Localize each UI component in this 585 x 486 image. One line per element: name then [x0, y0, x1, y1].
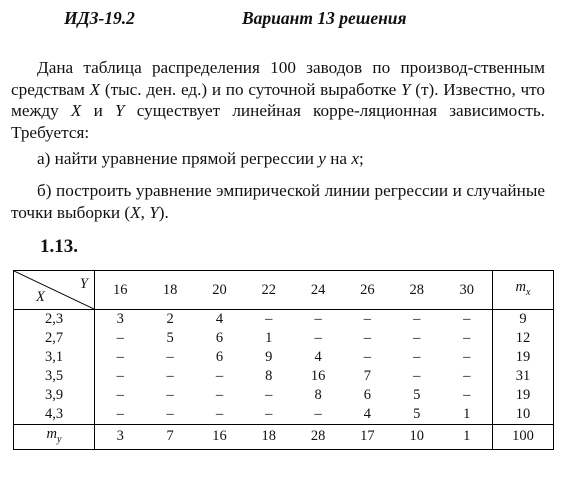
x-value-cell: 2,3: [14, 310, 95, 330]
y-value-header: 18: [146, 271, 195, 310]
mx-header: [493, 271, 554, 310]
frequency-cell: –: [116, 330, 124, 346]
y-value-header: 20: [195, 271, 244, 310]
my-value-cell: 3: [95, 425, 146, 450]
x-value-cell: 3,1: [14, 348, 95, 367]
frequency-cell: –: [463, 349, 471, 365]
x-value-cell: 4,3: [14, 405, 95, 425]
frequency-cell: –: [363, 330, 372, 346]
frequency-cell: 5: [413, 406, 421, 422]
task-a: а) найти уравнение прямой регрессии y на x;: [37, 149, 364, 168]
frequency-cell: –: [413, 330, 421, 346]
task-number: 1.13.: [40, 236, 78, 257]
y-axis-label: Y: [79, 276, 88, 292]
frequency-cell: 9: [265, 349, 273, 365]
y-value-header: 30: [441, 271, 492, 310]
frequency-cell: 2: [166, 311, 174, 327]
frequency-cell: –: [363, 311, 372, 327]
mx-cell: 31: [493, 367, 554, 386]
y-value-header: 24: [293, 271, 342, 310]
frequency-cell: –: [463, 330, 471, 346]
frequency-cell: 6: [215, 349, 224, 365]
my-value-cell: 18: [244, 425, 293, 450]
my-subscript: y: [57, 433, 62, 445]
frequency-cell: –: [166, 387, 174, 403]
task-b: б) построить уравнение эмпирической линии регрессии и случайные точки выборки (X, Y).: [11, 181, 545, 222]
frequency-cell: –: [314, 406, 322, 422]
table-row: [14, 367, 554, 386]
frequency-cell: –: [116, 349, 124, 365]
mx-cell: 10: [493, 405, 554, 425]
frequency-cell: 8: [314, 387, 322, 403]
my-value-cell: 1: [441, 425, 492, 450]
my-value-cell: 17: [343, 425, 392, 450]
my-label-cell: [14, 425, 95, 450]
frequency-cell: 3: [116, 311, 124, 327]
mx-subscript: x: [526, 286, 531, 298]
frequency-cell: 16: [310, 368, 326, 384]
mx-cell: 12: [493, 329, 554, 348]
frequency-cell: –: [215, 368, 224, 384]
my-label: m: [46, 426, 58, 442]
assignment-code: ИДЗ-19.2: [64, 8, 135, 28]
frequency-cell: –: [166, 368, 174, 384]
problem-statement: Дана таблица распределения 100 заводов по производ-ственным средствам X (тыс. ден. ед.) и по суточной выработке Y (т). Известно, что между X и Y существует линейная корре-ляционная зависимость. Требуется:: [11, 58, 546, 142]
frequency-cell: –: [116, 406, 124, 422]
frequency-cell: –: [463, 387, 471, 403]
frequency-cell: 4: [363, 406, 372, 422]
table-row: [14, 310, 554, 330]
x-value-cell: 2,7: [14, 329, 95, 348]
mx-cell: 9: [493, 310, 554, 330]
frequency-cell: 6: [363, 387, 372, 403]
frequency-cell: –: [116, 368, 124, 384]
table-row: [14, 386, 554, 405]
my-value-cell: 7: [146, 425, 195, 450]
frequency-cell: 8: [265, 368, 273, 384]
x-value-cell: 3,9: [14, 386, 95, 405]
frequency-cell: –: [215, 406, 224, 422]
mx-cell: 19: [493, 348, 554, 367]
frequency-cell: 6: [215, 330, 224, 346]
frequency-cell: –: [413, 311, 421, 327]
table-row: [14, 348, 554, 367]
frequency-cell: –: [363, 349, 372, 365]
grand-total-cell: 100: [493, 425, 554, 450]
table-row: [14, 329, 554, 348]
frequency-cell: –: [314, 311, 322, 327]
x-value-cell: 3,5: [14, 367, 95, 386]
header-row: [14, 271, 554, 310]
frequency-cell: 4: [314, 349, 322, 365]
frequency-cell: –: [463, 311, 471, 327]
frequency-cell: –: [265, 406, 273, 422]
totals-row: [14, 425, 554, 450]
frequency-cell: –: [265, 387, 273, 403]
y-value-header: 22: [244, 271, 293, 310]
y-value-header: 16: [95, 271, 146, 310]
frequency-cell: –: [166, 349, 174, 365]
my-value-cell: 28: [293, 425, 342, 450]
frequency-cell: –: [413, 368, 421, 384]
frequency-cell: –: [215, 387, 224, 403]
y-value-header: 26: [343, 271, 392, 310]
distribution-table: [13, 270, 554, 450]
my-value-cell: 16: [195, 425, 244, 450]
x-axis-label: X: [36, 289, 45, 305]
frequency-cell: 1: [463, 406, 471, 422]
frequency-cell: –: [463, 368, 471, 384]
my-value-cell: 10: [392, 425, 441, 450]
frequency-cell: –: [116, 387, 124, 403]
frequency-cell: 7: [363, 368, 372, 384]
mx-cell: 19: [493, 386, 554, 405]
frequency-cell: –: [413, 349, 421, 365]
frequency-cell: –: [314, 330, 322, 346]
frequency-cell: 5: [413, 387, 421, 403]
mx-label: m: [515, 279, 527, 296]
frequency-cell: –: [166, 406, 174, 422]
table-row: [14, 405, 554, 425]
variant-title: Вариант 13 решения: [242, 8, 407, 28]
frequency-cell: 5: [166, 330, 174, 346]
corner-cell: [14, 271, 95, 310]
y-value-header: 28: [392, 271, 441, 310]
frequency-cell: 1: [265, 330, 273, 346]
frequency-cell: 4: [215, 311, 224, 327]
frequency-cell: –: [265, 311, 273, 327]
